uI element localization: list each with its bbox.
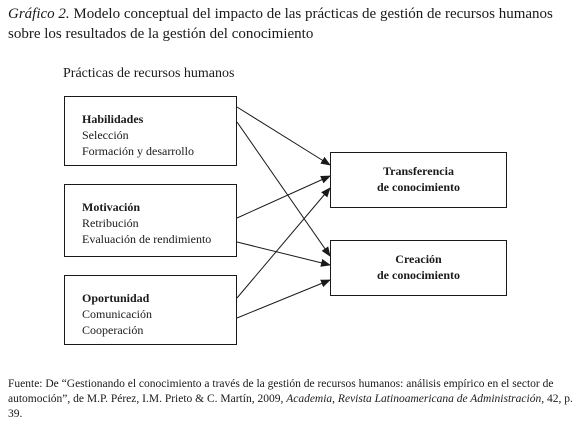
arrow-oportunidad-to-transferencia [237, 188, 330, 298]
source-journal: Academia, Revista Latinoamericana de Administración [286, 393, 542, 405]
practice-item: Cooperación [82, 323, 144, 337]
practice-item: Formación y desarrollo [82, 144, 194, 158]
practice-box-oportunidad [64, 275, 237, 345]
arrow-habilidades-to-creacion [237, 122, 330, 256]
arrow-oportunidad-to-creacion [237, 280, 330, 318]
outcome-box-transferencia [330, 152, 507, 208]
caption-lead: Gráfico 2. [8, 6, 70, 22]
source-text: Fuente: De “Gestionando el conocimiento a través de la gestión de recursos humanos: análisis empírico en el sector de automoción”, de M.P. Pérez, I.M. Prieto & C. Martín, 2009, [8, 378, 554, 405]
practice-title: Habilidades [82, 112, 144, 126]
practice-title: Oportunidad [82, 291, 150, 305]
source-note [8, 377, 576, 422]
practice-item: Retribución [82, 216, 139, 230]
practice-box-motivacion [64, 184, 237, 257]
outcome-line2: de conocimiento [377, 268, 460, 282]
practice-title: Motivación [82, 200, 140, 214]
practice-item: Comunicación [82, 307, 152, 321]
outcome-box-creacion [330, 240, 507, 296]
caption-text: Modelo conceptual del impacto de las prácticas de gestión de recursos humanos sobre los resultados de la gestión del conocimiento [8, 6, 553, 42]
practice-item: Evaluación de rendimiento [82, 232, 212, 246]
outcome-line1: Creación [395, 252, 442, 266]
arrow-motivacion-to-creacion [237, 242, 330, 265]
outcome-line1: Transferencia [383, 164, 454, 178]
outcome-line2: de conocimiento [377, 180, 460, 194]
section-title: Prácticas de recursos humanos [63, 66, 235, 81]
arrow-habilidades-to-transferencia [237, 107, 330, 165]
practice-box-habilidades [64, 96, 237, 166]
arrow-motivacion-to-transferencia [237, 176, 330, 218]
practice-item: Selección [82, 128, 129, 142]
source-text-end: , 42, p. 39. [8, 393, 573, 420]
